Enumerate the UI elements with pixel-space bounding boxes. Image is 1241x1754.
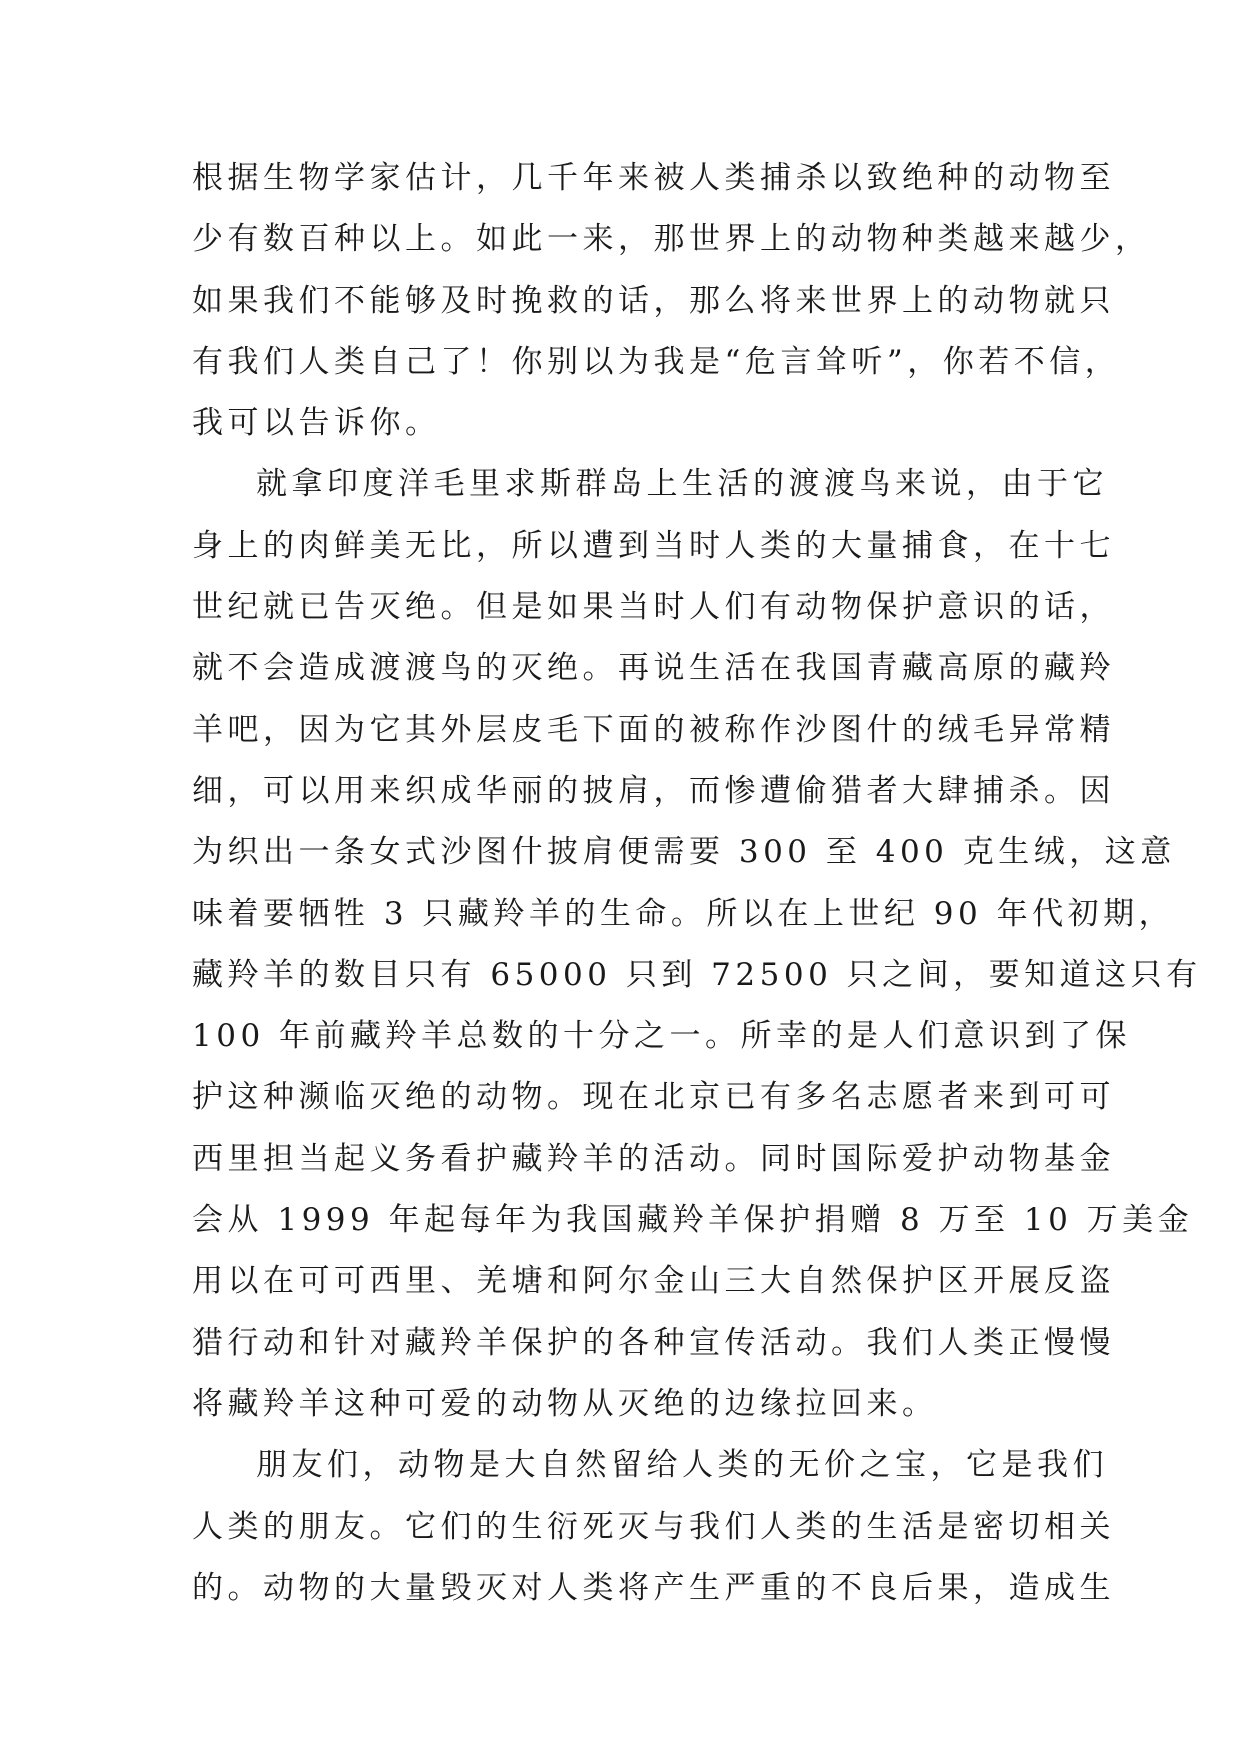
- text-line: 西里担当起义务看护藏羚羊的活动。同时国际爱护动物基金: [192, 1140, 1115, 1177]
- text-line: 有我们人类自己了！你别以为我是“危言耸听”，你若不信，: [192, 343, 1121, 380]
- text-line: 会从 1999 年起每年为我国藏羚羊保护捐赠 8 万至 10 万美金: [192, 1202, 1194, 1239]
- text-line: 将藏羚羊这种可爱的动物从灭绝的边缘拉回来。: [192, 1385, 938, 1422]
- text-line: 根据生物学家估计，几千年来被人类捕杀以致绝种的动物至: [192, 160, 1115, 196]
- text-line: 羊吧，因为它其外层皮毛下面的被称作沙图什的绒毛异常精: [192, 711, 1115, 748]
- text-line: 用以在可可西里、羌塘和阿尔金山三大自然保护区开展反盗: [192, 1263, 1115, 1300]
- text-line: 猎行动和针对藏羚羊保护的各种宣传活动。我们人类正慢慢: [192, 1324, 1115, 1361]
- text-line: 味着要牺牲 3 只藏羚羊的生命。所以在上世纪 90 年代初期，: [192, 895, 1175, 932]
- text-line: 藏羚羊的数目只有 65000 只到 72500 只之间，要知道这只有: [192, 956, 1202, 993]
- text-line: 世纪就已告灭绝。但是如果当时人们有动物保护意识的话，: [192, 589, 1115, 626]
- text-line: 少有数百种以上。如此一来，那世界上的动物种类越来越少，: [192, 221, 1151, 258]
- text-line: 就拿印度洋毛里求斯群岛上生活的渡渡鸟来说，由于它: [256, 466, 1108, 503]
- text-line: 就不会造成渡渡鸟的灭绝。再说生活在我国青藏高原的藏羚: [192, 650, 1115, 687]
- text-line: 护这种濒临灭绝的动物。现在北京已有多名志愿者来到可可: [192, 1079, 1115, 1116]
- text-line: 如果我们不能够及时挽救的话，那么将来世界上的动物就只: [192, 282, 1115, 319]
- text-line: 的。动物的大量毁灭对人类将产生严重的不良后果，造成生: [192, 1569, 1115, 1606]
- text-line: 朋友们，动物是大自然留给人类的无价之宝，它是我们: [256, 1447, 1108, 1484]
- text-line: 为织出一条女式沙图什披肩便需要 300 至 400 克生绒，这意: [192, 834, 1176, 871]
- text-line: 人类的朋友。它们的生衍死灭与我们人类的生活是密切相关: [192, 1508, 1115, 1545]
- text-line: 细，可以用来织成华丽的披肩，而惨遭偷猎者大肆捕杀。因: [192, 772, 1115, 809]
- text-line: 100 年前藏羚羊总数的十分之一。所幸的是人们意识到了保: [192, 1018, 1132, 1055]
- document-page: [192, 148, 1202, 1619]
- text-line: 我可以告诉你。: [192, 405, 441, 442]
- text-line: 身上的肉鲜美无比，所以遭到当时人类的大量捕食，在十七: [192, 527, 1115, 564]
